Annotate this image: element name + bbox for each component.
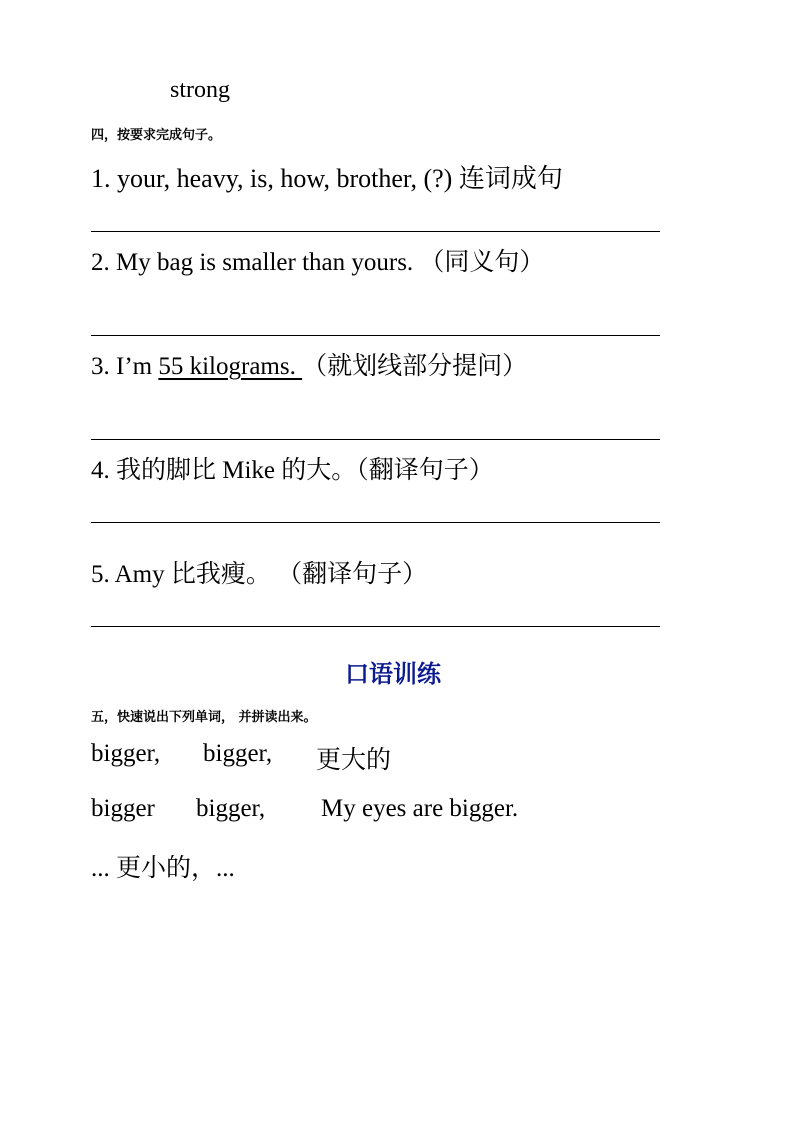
question-3 [91, 346, 527, 382]
answer-line-1[interactable] [91, 231, 660, 232]
answer-line-3[interactable] [91, 439, 660, 440]
question-3-suffix: （就划线部分提问） [302, 353, 528, 380]
drill-line-1-word-2: bigger, [203, 740, 273, 767]
section5-heading: 五，快速说出下列单词， 并拼读出来。 [91, 710, 317, 725]
question-1: 1. your, heavy, is, how, brother, (?) 连词成句 [91, 164, 563, 193]
top-word: strong [170, 77, 230, 103]
question-3-underlined-part: 55 kilograms. [158, 353, 303, 380]
drill-line-1-word-3: 更大的 [316, 747, 392, 774]
question-5: 5. Amy 比我瘦。 （翻译句子） [91, 561, 428, 588]
answer-line-2[interactable] [91, 335, 660, 336]
question-3-prefix: 3. I’m [91, 353, 159, 380]
drill-line-3: ... 更小的，... [91, 855, 235, 882]
answer-line-4[interactable] [91, 522, 660, 523]
answer-line-5[interactable] [91, 626, 660, 627]
oral-training-title: 口语训练 [345, 660, 441, 688]
drill-line-2-word-1: bigger [91, 795, 155, 822]
question-4: 4. 我的脚比 Mike 的大。（翻译句子） [91, 457, 494, 484]
section4-heading: 四，按要求完成句子。 [91, 128, 222, 143]
question-2: 2. My bag is smaller than yours. （同义句） [91, 249, 545, 276]
drill-line-2-sentence: My eyes are bigger. [321, 795, 519, 822]
drill-line-2-word-2: bigger, [196, 795, 266, 822]
drill-line-1-word-1: bigger, [91, 740, 161, 767]
